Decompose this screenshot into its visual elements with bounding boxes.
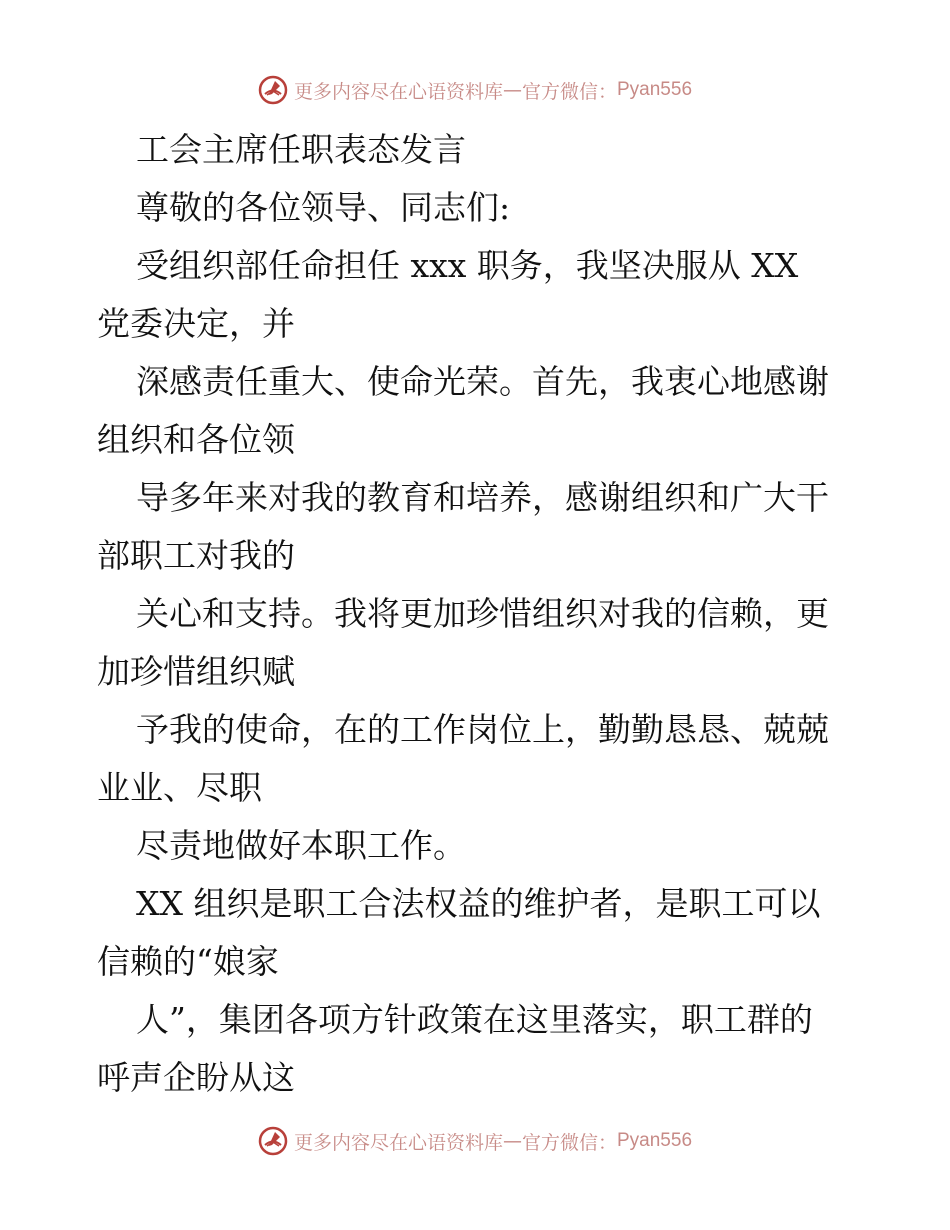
body-line: 受组织部任命担任 xxx 职务，我坚决服从 XX xyxy=(136,246,799,285)
banner-wechat-id: Pyan556 xyxy=(617,1130,693,1151)
body-line: 信赖的“娘家 xyxy=(97,942,279,981)
body-line: 深感责任重大、使命光荣。首先，我衷心地感谢 xyxy=(136,362,829,401)
document-body xyxy=(97,121,867,1107)
banner-dash: — xyxy=(502,1130,522,1152)
banner-wechat-id: Pyan556 xyxy=(617,79,693,100)
body-line: 业业、尽职 xyxy=(97,768,262,807)
banner-wechat-label: 官方微信： xyxy=(521,1131,617,1154)
body-line: 关心和支持。我将更加珍惜组织对我的信赖，更 xyxy=(136,594,829,633)
body-line: 予我的使命，在的工作岗位上，勤勤恳恳、兢兢 xyxy=(136,710,829,749)
body-line: 尽责地做好本职工作。 xyxy=(136,826,466,865)
banner-site-text: 更多内容尽在心语资料库 xyxy=(293,80,503,103)
book-pen-logo-icon xyxy=(258,1126,288,1156)
banner-site-text: 更多内容尽在心语资料库 xyxy=(293,1131,503,1154)
header-watermark-banner xyxy=(0,70,950,110)
body-line: XX 组织是职工合法权益的维护者，是职工可以 xyxy=(136,884,821,923)
body-line: 呼声企盼从这 xyxy=(97,1058,295,1097)
body-line: 导多年来对我的教育和培养，感谢组织和广大干 xyxy=(136,478,829,517)
book-pen-logo-icon xyxy=(258,75,288,105)
body-line: 加珍惜组织赋 xyxy=(97,652,295,691)
body-line: 组织和各位领 xyxy=(97,420,295,459)
banner-wechat-label: 官方微信： xyxy=(521,80,617,103)
body-line: 人”，集团各项方针政策在这里落实，职工群的 xyxy=(136,1000,813,1039)
document-title: 工会主席任职表态发言 xyxy=(136,130,466,169)
body-line: 部职工对我的 xyxy=(97,536,295,575)
footer-watermark-banner xyxy=(0,1121,950,1161)
banner-dash: — xyxy=(502,79,522,101)
body-line: 党委决定，并 xyxy=(97,304,295,343)
salutation-line: 尊敬的各位领导、同志们: xyxy=(136,188,511,227)
